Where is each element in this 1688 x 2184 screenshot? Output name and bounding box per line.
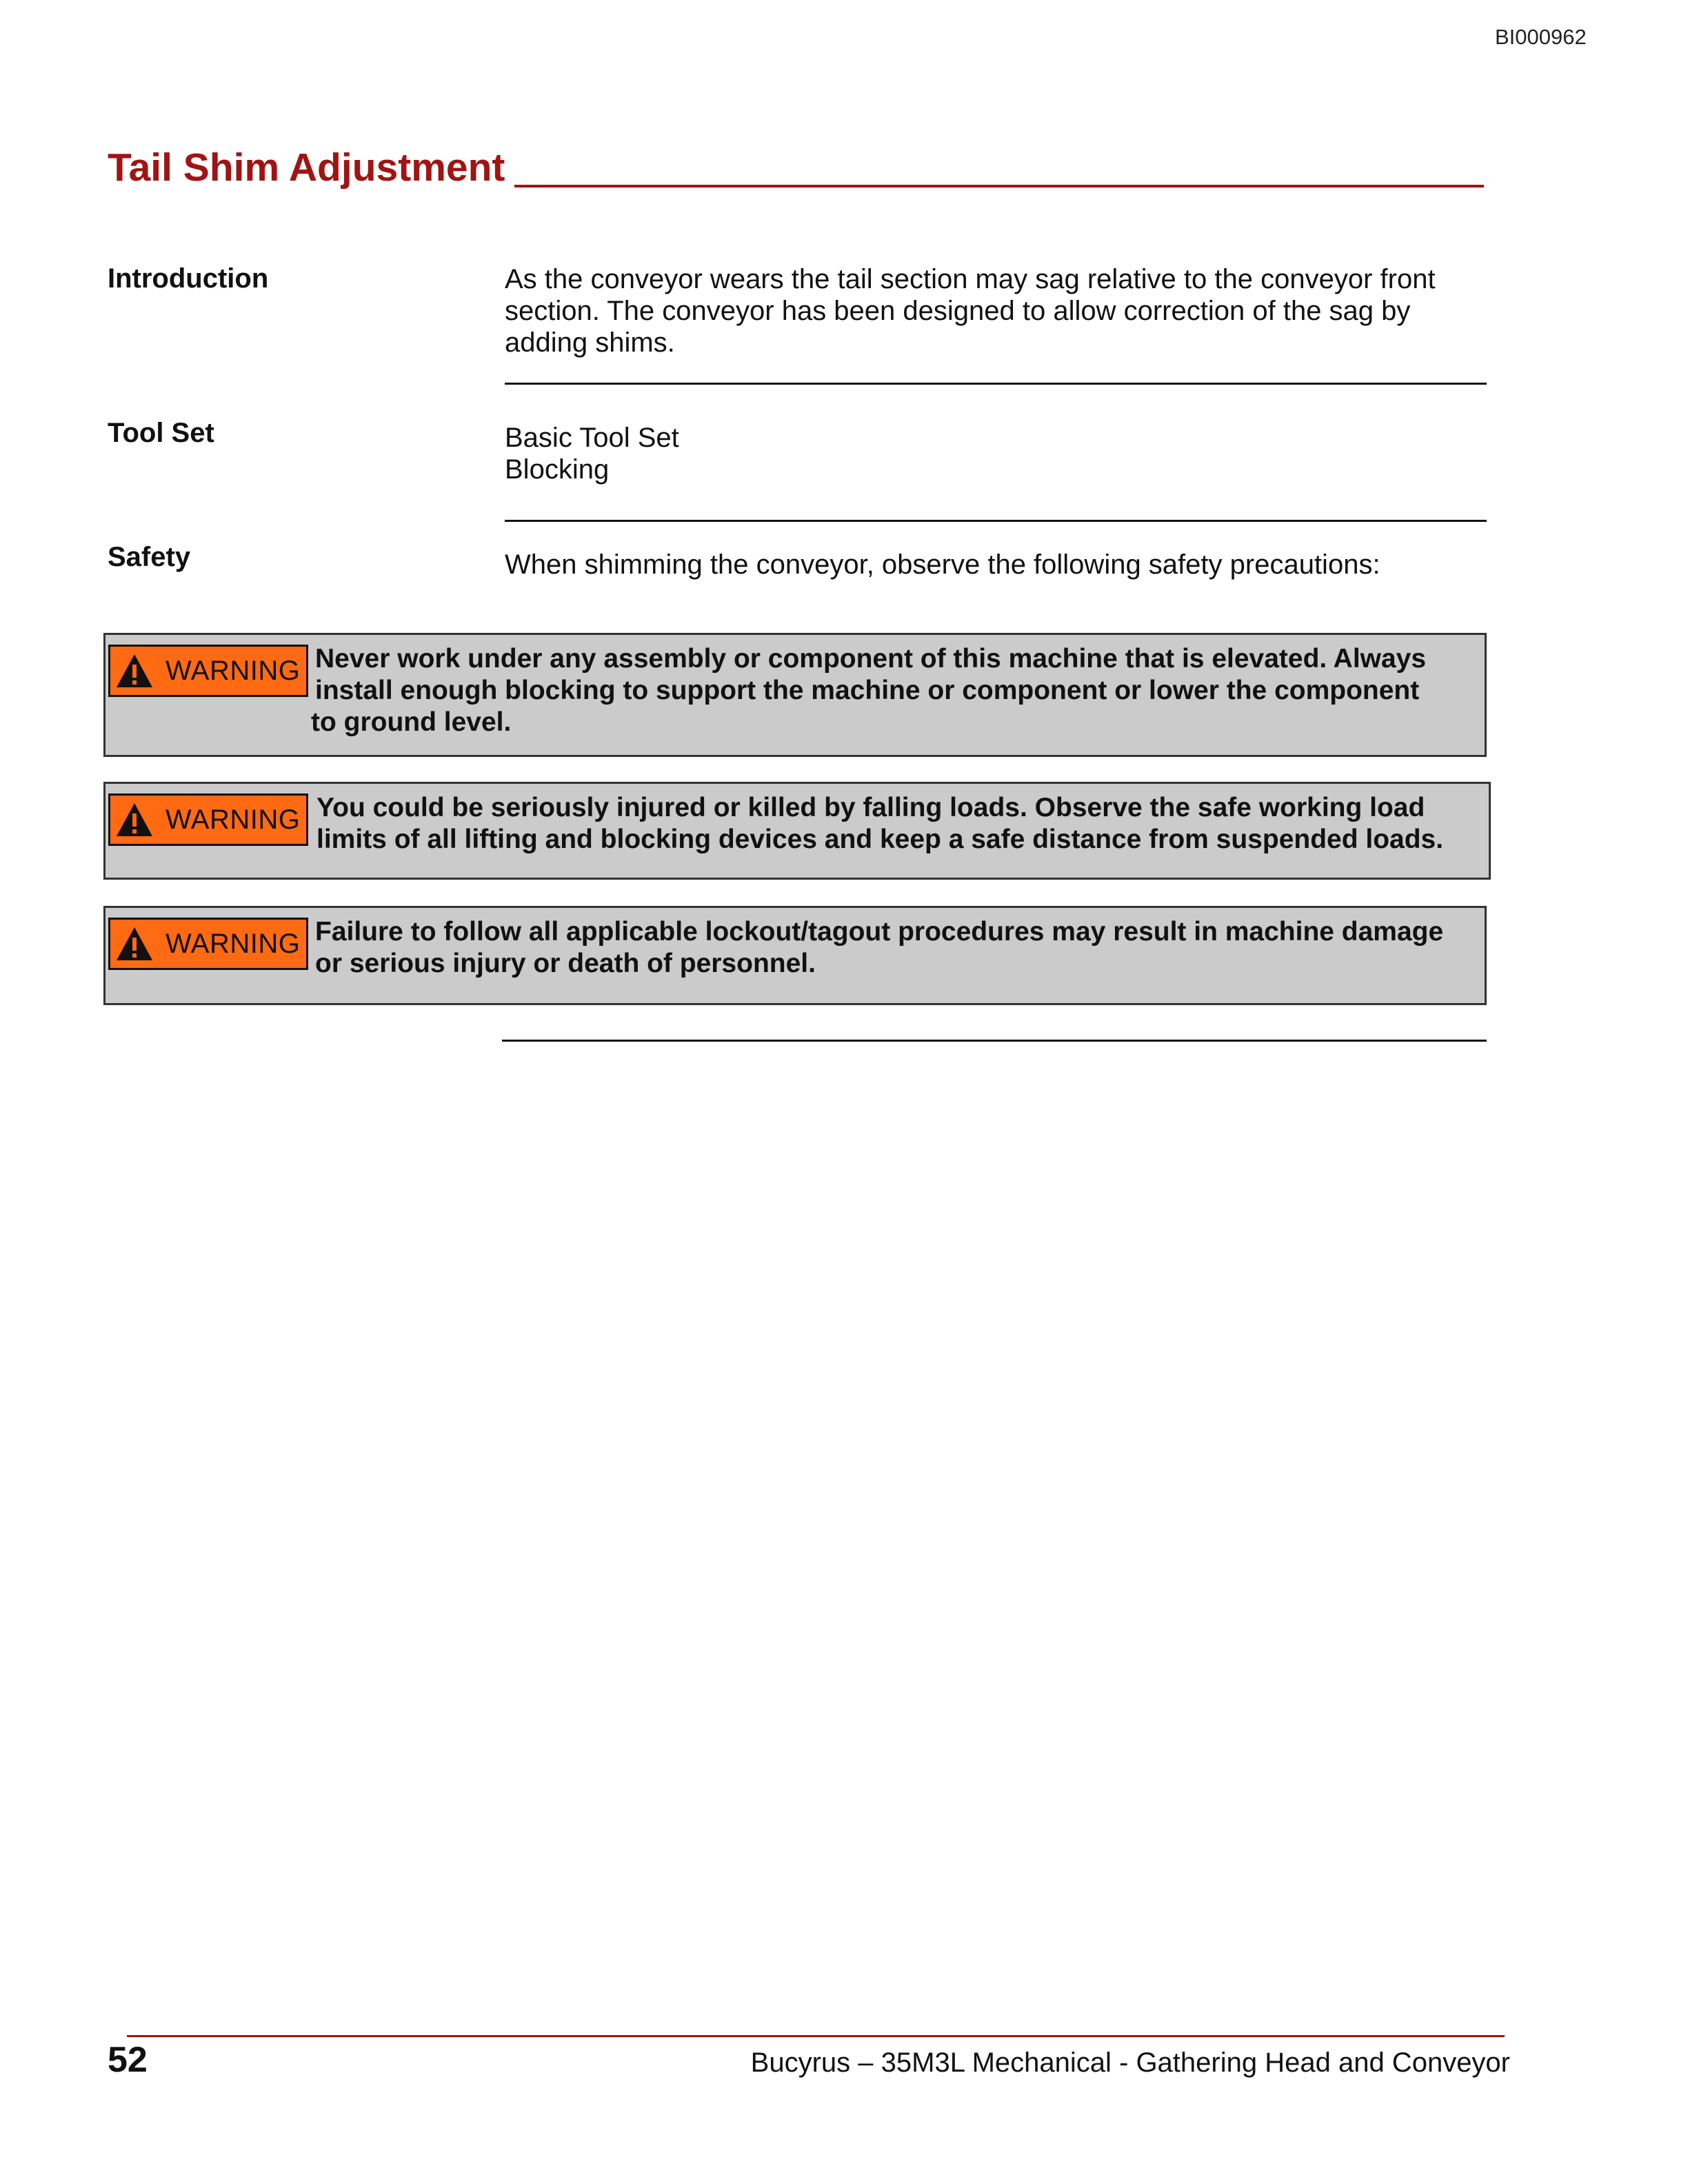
section-divider <box>505 520 1487 522</box>
warning-label: WARNING <box>165 928 301 959</box>
warning-label: WARNING <box>165 655 301 686</box>
section-divider <box>502 1040 1487 1042</box>
warning-line: to ground level. <box>311 707 512 737</box>
page-title: Tail Shim Adjustment <box>108 145 505 190</box>
safety-text: When shimming the conveyor, observe the following safety precautions: <box>505 549 1380 580</box>
warning-text <box>316 792 1443 856</box>
warning-box <box>103 633 1487 757</box>
warning-line: limits of all lifting and blocking devices and keep a safe distance from suspended loads. <box>316 825 1444 854</box>
warning-text <box>311 643 1427 738</box>
introduction-line: As the conveyor wears the tail section may sag relative to the conveyor front <box>505 264 1436 294</box>
warning-box <box>103 782 1491 880</box>
introduction-text <box>505 263 1436 358</box>
warning-triangle-icon <box>110 647 159 695</box>
introduction-line: section. The conveyor has been designed to allow correction of the sag by <box>505 296 1411 326</box>
warning-line: or serious injury or death of personnel. <box>315 949 816 978</box>
footer-text: Bucyrus – 35M3L Mechanical - Gathering Head and Conveyor <box>750 2048 1510 2078</box>
tool-set-list <box>505 422 679 485</box>
section-divider <box>505 383 1487 385</box>
warning-line: You could be seriously injured or killed by falling loads. Observe the safe working load <box>316 793 1425 822</box>
warning-label: WARNING <box>165 804 301 835</box>
warning-line: install enough blocking to support the machine or component or lower the component <box>315 676 1420 705</box>
page-number: 52 <box>108 2040 148 2080</box>
document-id: BI000962 <box>1495 25 1587 49</box>
warning-box <box>103 906 1487 1005</box>
warning-line: Never work under any assembly or component of this machine that is elevated. Always <box>315 644 1427 674</box>
warning-triangle-icon <box>110 796 159 844</box>
warning-text <box>315 916 1443 980</box>
warning-line: Failure to follow all applicable lockout/tagout procedures may result in machine damage <box>315 917 1444 947</box>
footer-rule <box>127 2035 1505 2037</box>
tool-set-label: Tool Set <box>108 418 214 448</box>
warning-badge <box>108 645 308 697</box>
safety-label: Safety <box>108 542 191 572</box>
tool-set-item: Basic Tool Set <box>505 423 679 453</box>
title-rule <box>514 185 1484 188</box>
warning-badge <box>108 793 308 846</box>
warning-triangle-icon <box>110 920 159 968</box>
introduction-label: Introduction <box>108 263 269 294</box>
tool-set-item: Blocking <box>505 454 610 485</box>
introduction-line: adding shims. <box>505 327 675 358</box>
warning-badge <box>108 918 308 970</box>
